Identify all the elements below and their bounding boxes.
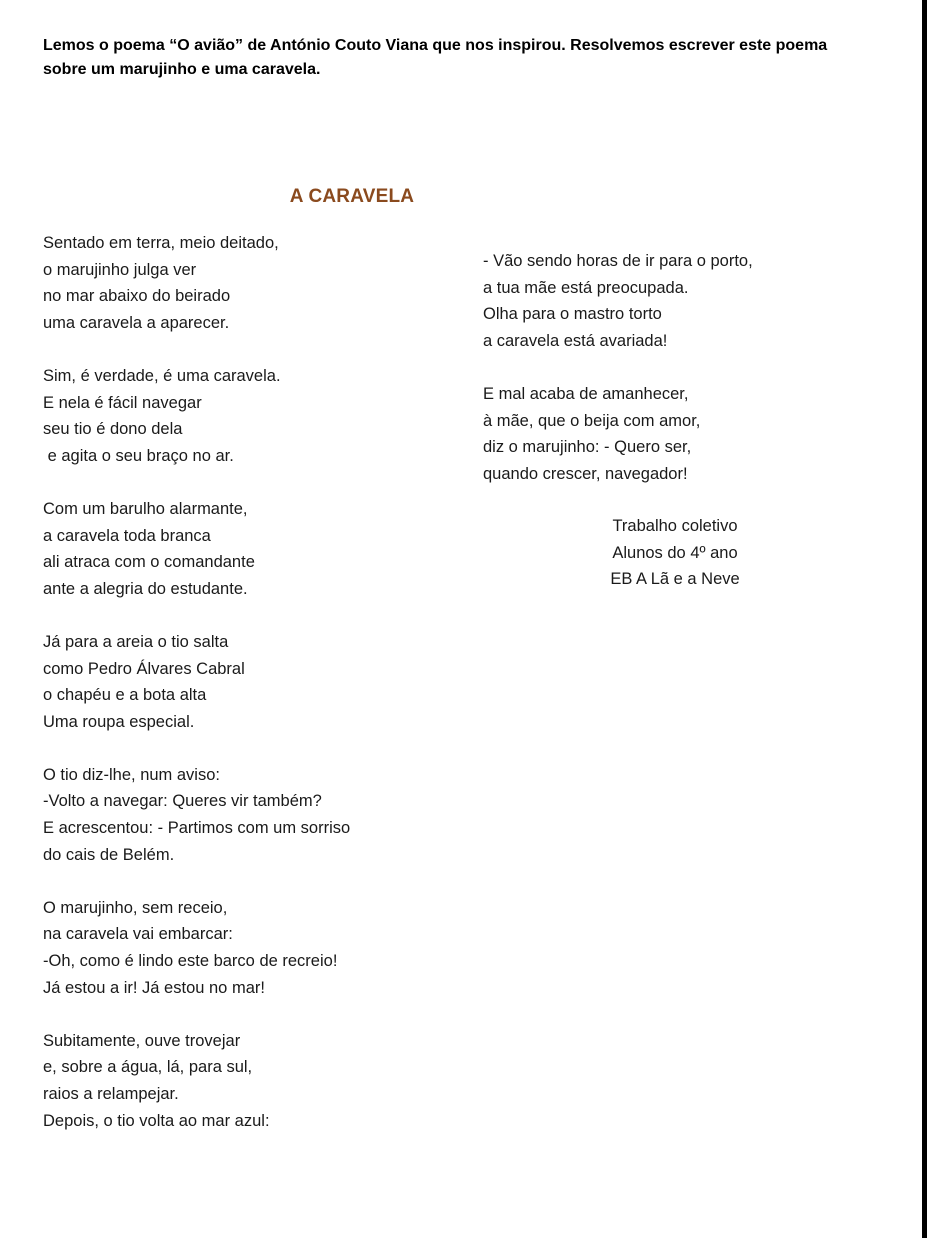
poem-line: - Vão sendo horas de ir para o porto, — [483, 252, 753, 270]
poem-line: à mãe, que o beija com amor, — [483, 411, 701, 430]
poem-line: Uma roupa especial. — [43, 712, 195, 731]
poem-line: Depois, o tio volta ao mar azul: — [43, 1111, 270, 1130]
poem-line: ante a alegria do estudante. — [43, 579, 248, 598]
page-edge-border — [922, 0, 927, 1238]
poem-line: Já estou a ir! Já estou no mar! — [43, 978, 265, 997]
poem-line: Subitamente, ouve trovejar — [43, 1031, 241, 1050]
poem-line: o chapéu e a bota alta — [43, 686, 207, 705]
poem-title: A CARAVELA — [289, 186, 415, 207]
poem-line: diz o marujinho: - Quero ser, — [483, 438, 692, 457]
poem-line: no mar abaixo do beirado — [43, 287, 231, 306]
poem-line: -Volto a navegar: Queres vir também? — [43, 792, 322, 811]
credits-line: Alunos do 4º ano — [612, 543, 738, 562]
poem-line: raios a relampejar. — [43, 1085, 179, 1103]
poem-line: ali atraca com o comandante — [43, 553, 255, 572]
poem-line: a tua mãe está preocupada. — [483, 278, 689, 297]
poem-line: E mal acaba de amanhecer, — [483, 384, 689, 403]
poem-line: -Oh, como é lindo este barco de recreio! — [43, 952, 338, 971]
stanza — [43, 762, 443, 868]
poem-line: E acrescentou: - Partimos com um sorriso — [43, 819, 351, 838]
poem-line: a caravela está avariada! — [483, 331, 668, 350]
poem-line: o marujinho julga ver — [43, 260, 197, 279]
poem-line: O marujinho, sem receio, — [43, 898, 228, 917]
poem-line: uma caravela a aparecer. — [43, 313, 230, 332]
poem-line: O tio diz-lhe, num aviso: — [43, 765, 220, 784]
intro-paragraph: Lemos o poema “O avião” de António Couto Viana que nos inspirou. Resolvemos escrever este poema sobre um marujinho e uma caravela. — [43, 37, 828, 78]
stanza — [43, 230, 443, 336]
credits-line: EB A Lã e a Neve — [610, 570, 740, 589]
poem-line: e agita o seu braço no ar. — [43, 446, 234, 465]
poem-line: quando crescer, navegador! — [483, 464, 688, 483]
poem-line: e, sobre a água, lá, para sul, — [43, 1058, 253, 1077]
poem-line: na caravela vai embarcar: — [43, 925, 233, 944]
stanza — [43, 895, 443, 1001]
poem-left-column — [43, 230, 443, 1161]
stanza — [43, 1028, 443, 1134]
stanza — [43, 629, 443, 735]
poem-line: Sim, é verdade, é uma caravela. — [43, 366, 281, 385]
poem-line: Já para a areia o tio salta — [43, 632, 229, 651]
poem-right-column — [483, 248, 883, 514]
stanza — [43, 496, 443, 602]
poem-line: seu tio é dono dela — [43, 420, 183, 439]
stanza — [43, 363, 443, 469]
stanza — [483, 248, 883, 354]
poem-line: E nela é fácil navegar — [43, 393, 202, 412]
stanza — [483, 381, 883, 487]
poem-line: como Pedro Álvares Cabral — [43, 659, 245, 678]
poem-line: do cais de Belém. — [43, 845, 175, 864]
poem-line: a caravela toda branca — [43, 526, 211, 545]
poem-line: Olha para o mastro torto — [483, 305, 662, 324]
credits-block — [560, 513, 790, 593]
poem-line: Sentado em terra, meio deitado, — [43, 234, 279, 252]
poem-line: Com um barulho alarmante, — [43, 499, 248, 518]
credits-line: Trabalho coletivo — [612, 517, 738, 535]
